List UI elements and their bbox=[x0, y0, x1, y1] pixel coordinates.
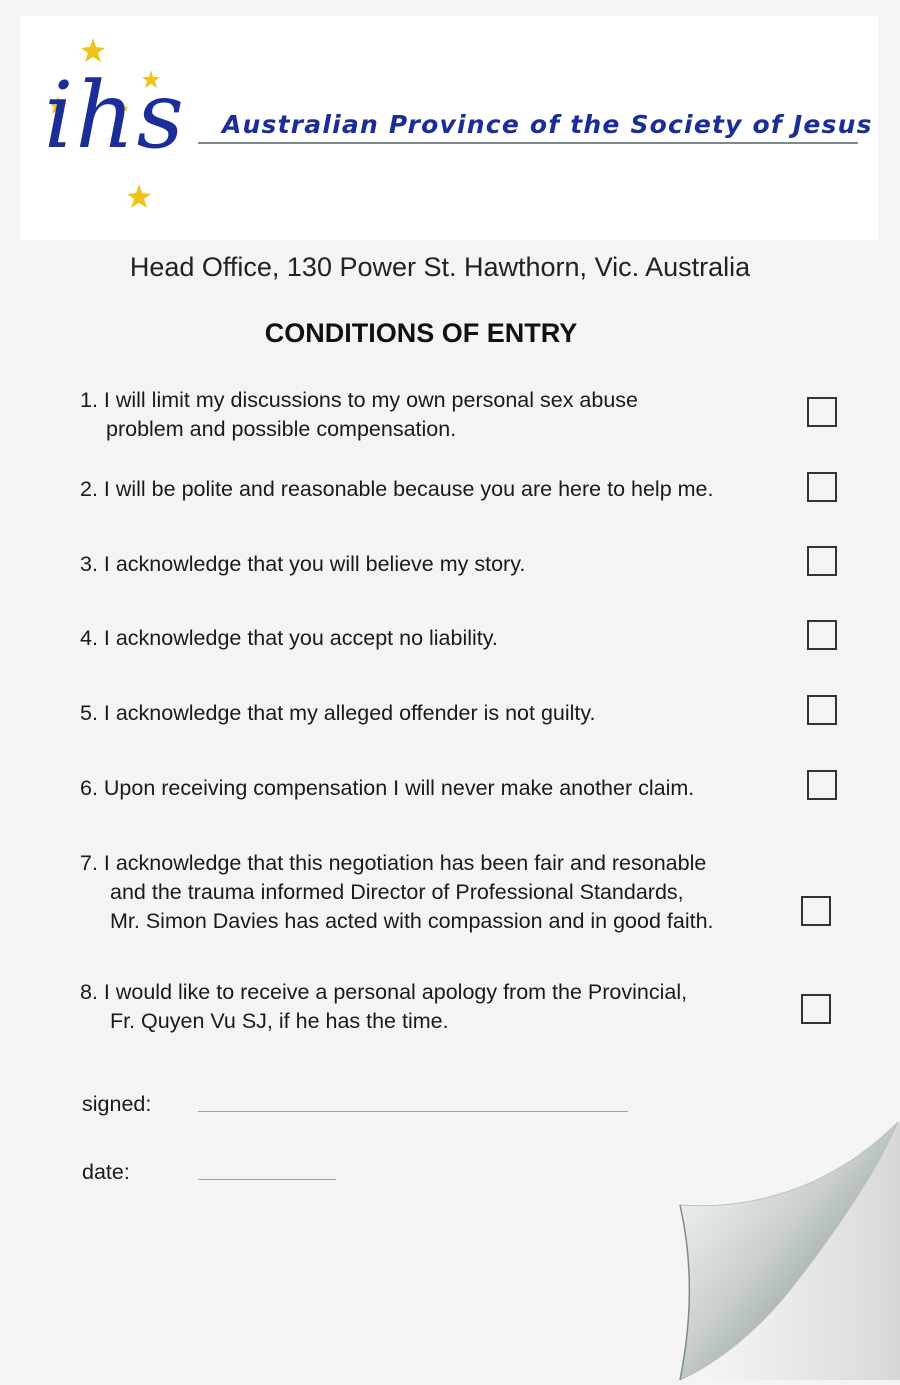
condition-item-4 bbox=[80, 624, 780, 653]
date-label: date: bbox=[82, 1160, 130, 1184]
head-office-address: Head Office, 130 Power St. Hawthorn, Vic. Australia bbox=[129, 252, 751, 282]
ihs-logo bbox=[30, 26, 200, 226]
condition-6-checkbox[interactable] bbox=[807, 770, 837, 800]
condition-text: 5. I acknowledge that my alleged offender is not guilty. bbox=[80, 701, 596, 725]
organization-name: Australian Province of the Society of Jesus bbox=[222, 110, 873, 139]
condition-text: 4. I acknowledge that you accept no liability. bbox=[80, 626, 498, 650]
condition-text: and the trauma informed Director of Professional Standards, bbox=[110, 880, 684, 904]
condition-3-checkbox[interactable] bbox=[807, 546, 837, 576]
condition-item-2 bbox=[80, 475, 780, 504]
condition-item-3 bbox=[80, 550, 780, 579]
condition-text: Mr. Simon Davies has acted with compassion and in good faith. bbox=[110, 909, 714, 933]
condition-1-checkbox[interactable] bbox=[807, 397, 837, 427]
condition-8-checkbox[interactable] bbox=[801, 994, 831, 1024]
page-curl bbox=[640, 1100, 900, 1380]
condition-2-checkbox[interactable] bbox=[807, 472, 837, 502]
condition-4-checkbox[interactable] bbox=[807, 620, 837, 650]
page-title: CONDITIONS OF ENTRY bbox=[264, 318, 578, 348]
date-line[interactable] bbox=[198, 1179, 336, 1180]
condition-item-6 bbox=[80, 774, 780, 803]
condition-text: Fr. Quyen Vu SJ, if he has the time. bbox=[110, 1009, 449, 1033]
star-icon bbox=[81, 38, 105, 62]
condition-text: 3. I acknowledge that you will believe my story. bbox=[80, 552, 526, 576]
condition-5-checkbox[interactable] bbox=[807, 695, 837, 725]
condition-text: 1. I will limit my discussions to my own personal sex abuse bbox=[80, 388, 639, 412]
logo-text: ihs bbox=[44, 62, 186, 169]
condition-text: 8. I would like to receive a personal apology from the Provincial, bbox=[80, 980, 688, 1004]
condition-text: problem and possible compensation. bbox=[106, 417, 457, 441]
condition-item-7 bbox=[80, 849, 780, 936]
condition-item-1 bbox=[80, 386, 780, 444]
condition-item-5 bbox=[80, 699, 780, 728]
condition-text: 2. I will be polite and reasonable because you are here to help me. bbox=[80, 477, 714, 501]
star-icon bbox=[127, 184, 151, 208]
title-underline bbox=[198, 142, 858, 144]
signed-label: signed: bbox=[82, 1092, 152, 1116]
condition-7-checkbox[interactable] bbox=[801, 896, 831, 926]
condition-item-8 bbox=[80, 978, 780, 1036]
letterhead bbox=[20, 16, 878, 240]
condition-text: 7. I acknowledge that this negotiation has been fair and resonable bbox=[80, 851, 707, 875]
signature-line[interactable] bbox=[198, 1111, 628, 1112]
condition-text: 6. Upon receiving compensation I will never make another claim. bbox=[80, 776, 695, 800]
